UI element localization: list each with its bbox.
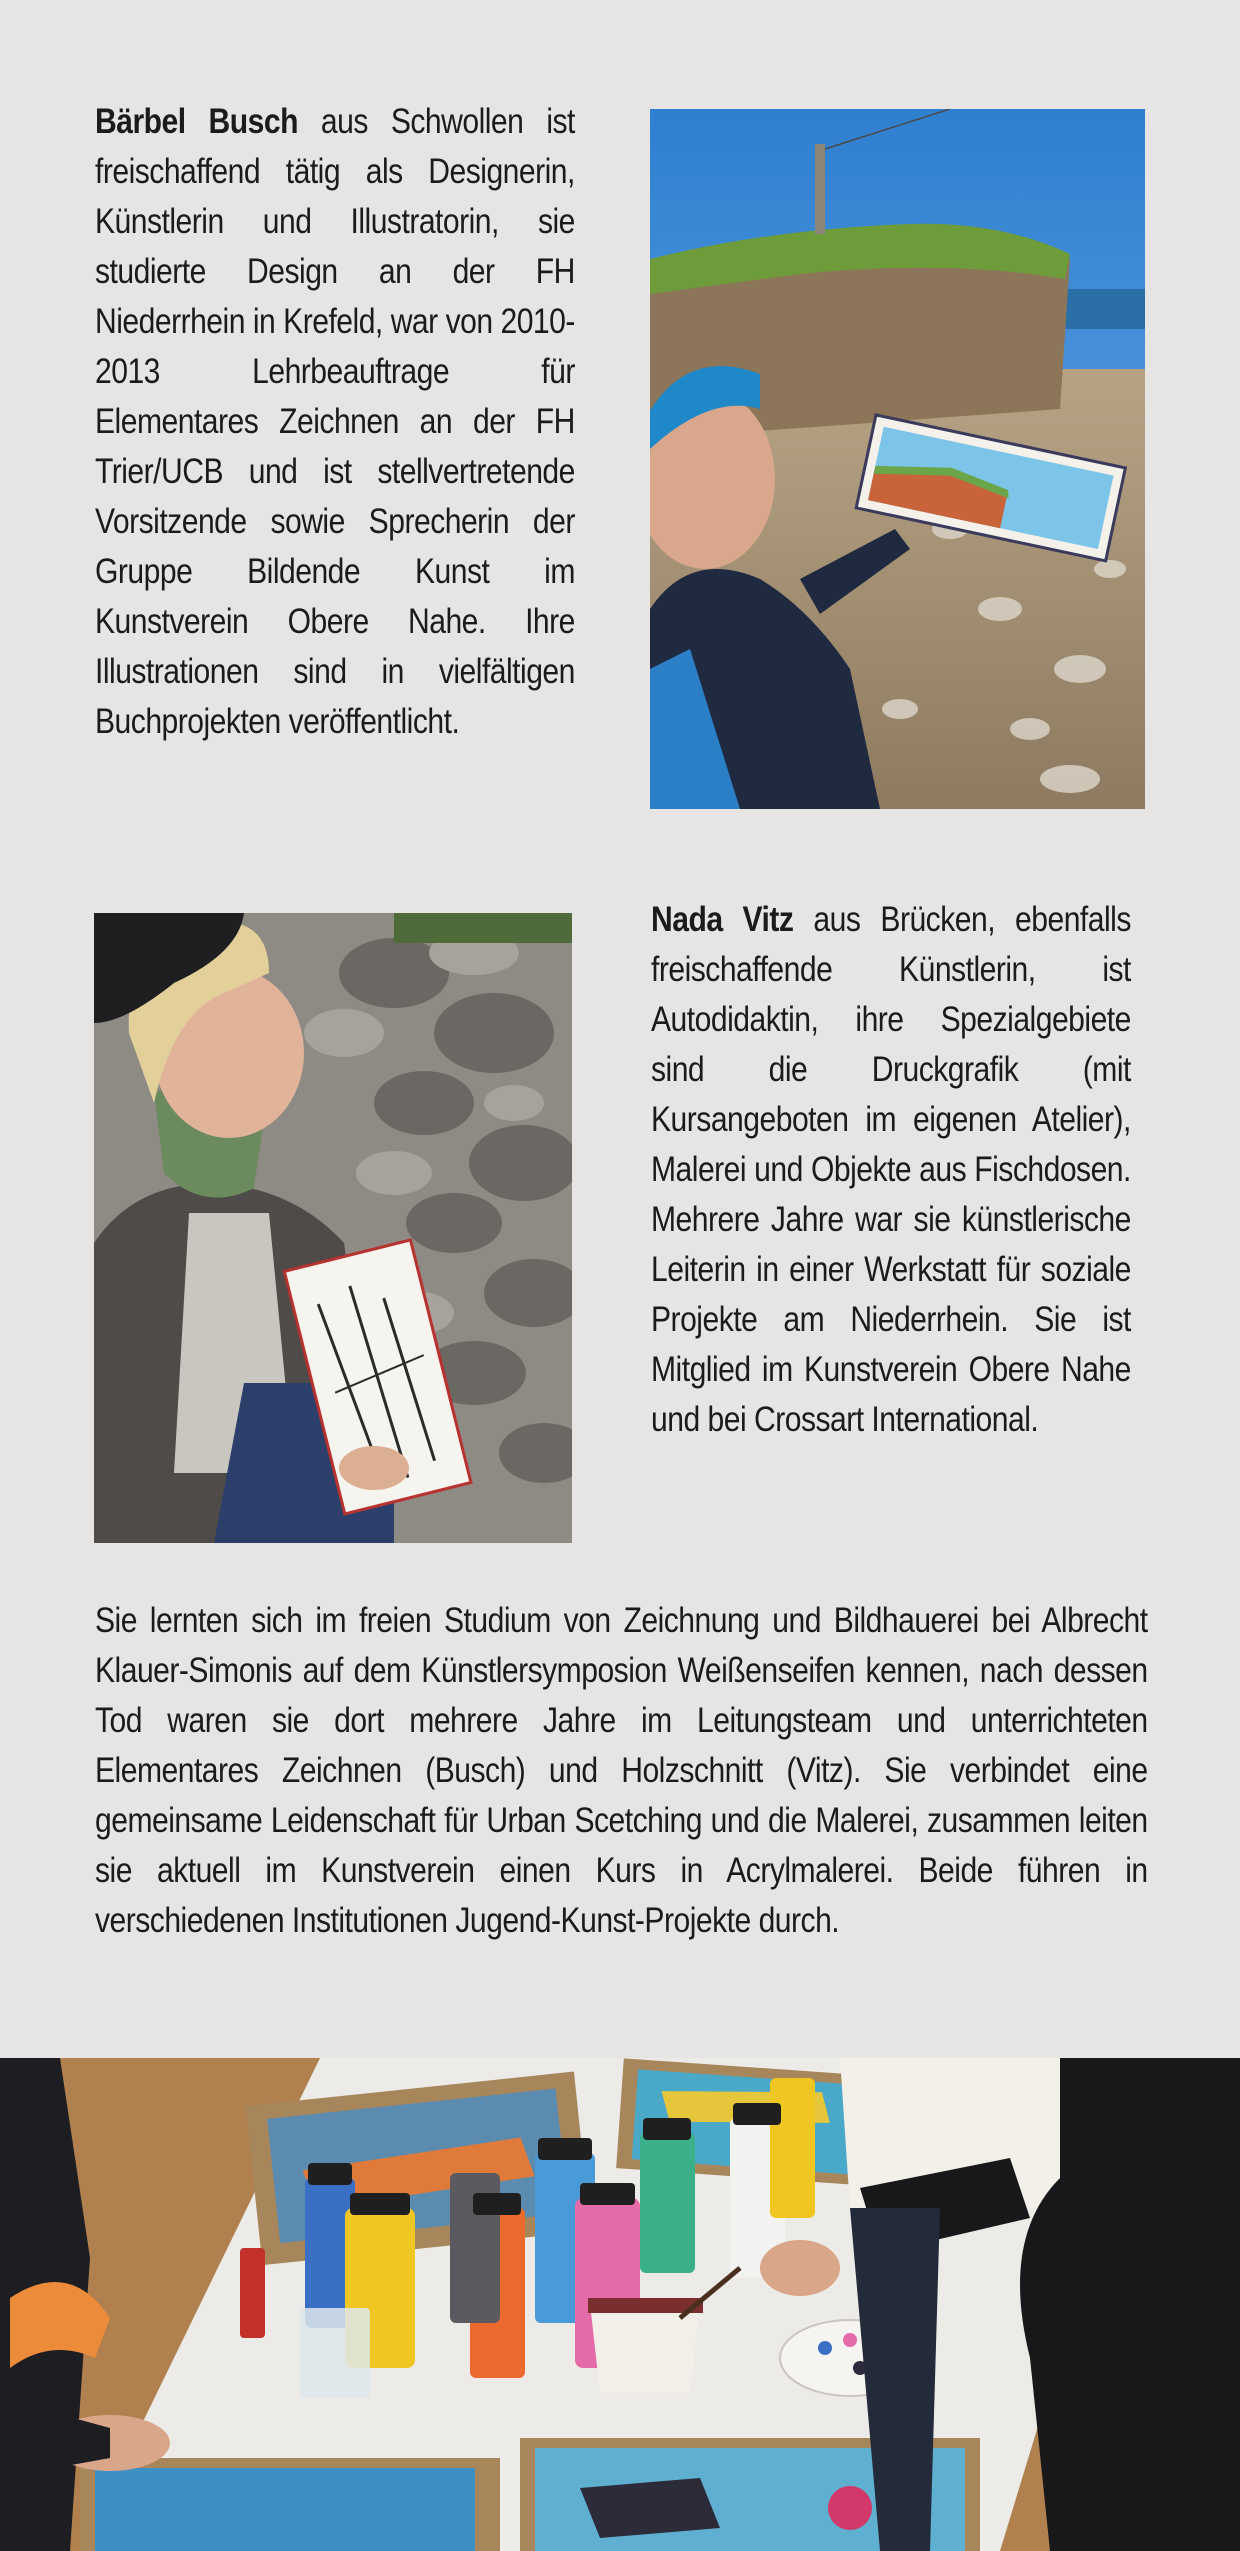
bio-vitz <box>651 895 1131 1445</box>
bio-busch <box>95 97 575 747</box>
bio-busch-name: Bärbel Busch <box>95 102 298 141</box>
photo-vitz-drawing-rocks <box>94 913 572 1543</box>
photo-workshop-acrylic-painting <box>0 2058 1240 2551</box>
bio-busch-text: aus Schwollen ist freischaffend tätig als Designerin, Künstlerin und Illustratorin, sie studierte Design an der FH Niederrhein in Krefeld, war von 2010-2013 Lehrbeauftrage für Elementares Zeichnen an der FH Trier/UCB und ist stellvertretende Vorsitzende sowie Sprecherin der Gruppe Bildende Kunst im Kunstverein Obere Nahe. Ihre Illustrationen sind in vielfältigen Buchprojekten veröffentlicht. <box>95 102 575 741</box>
bio-vitz-name: Nada Vitz <box>651 900 794 939</box>
photo-busch-sketching-coast <box>650 109 1145 809</box>
bio-vitz-text: aus Brücken, ebenfalls freischaffende Künstlerin, ist Autodidaktin, ihre Spezialgebiete sind die Druckgrafik (mit Kursangeboten im eigenen Atelier), Malerei und Objekte aus Fischdosen. Mehrere Jahre war sie künstlerische Leiterin in einer Werkstatt für soziale Projekte am Niederrhein. Sie ist Mitglied im Kunstverein Obere Nahe und bei Crossart International. <box>651 900 1131 1439</box>
joint-paragraph: Sie lernten sich im freien Studium von Zeichnung und Bildhauerei bei Albrecht Klauer-Simonis auf dem Künstlersymposion Weißenseifen kennen, nach dessen Tod waren sie dort mehrere Jahre im Leitungsteam und unterrichteten Elementares Zeichnen (Busch) und Holzschnitt (Vitz). Sie verbindet eine gemeinsame Leidenschaft für Urban Scetching und die Malerei, zusammen leiten sie aktuell im Kunstverein einen Kurs in Acrylmalerei. Beide führen in verschiedenen Institutionen Jugend-Kunst-Projekte durch. <box>95 1601 1148 1940</box>
